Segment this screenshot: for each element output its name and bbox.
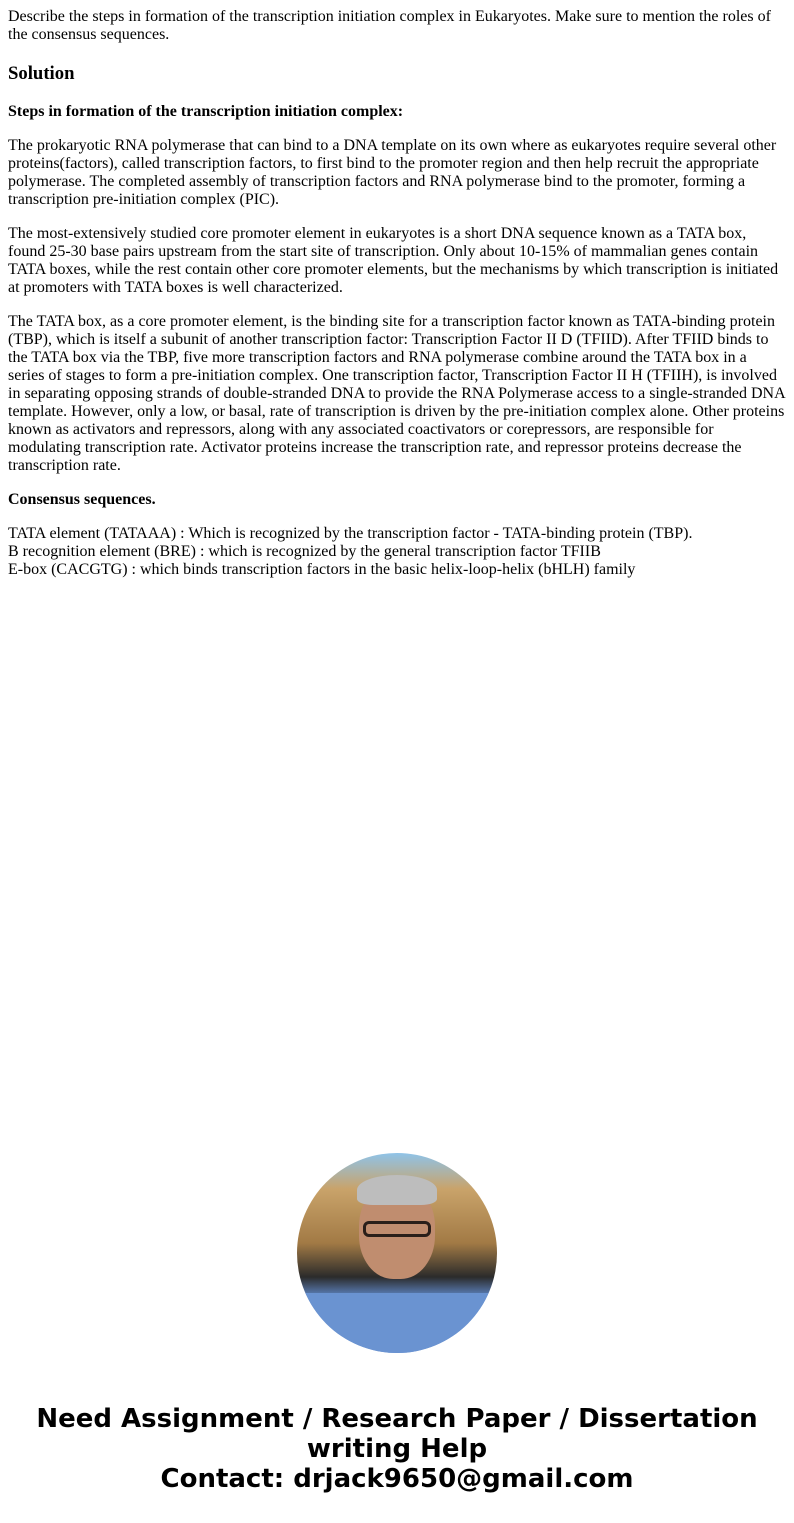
consensus-list [8,525,786,579]
contact-banner [0,1404,794,1494]
author-avatar [297,1153,497,1353]
banner-contact: Contact: drjack9650@gmail.com [160,1464,634,1494]
avatar-shirt [297,1293,497,1353]
consensus-line: TATA element (TATAAA) : Which is recognized by the transcription factor - TATA-binding protein (TBP). [8,525,693,542]
consensus-heading: Consensus sequences. [8,491,156,508]
paragraph: The prokaryotic RNA polymerase that can bind to a DNA template on its own where as eukaryotes require several other proteins(factors), called transcription factors, to first bind to the promoter region and then help recruit the appropriate polymerase. The completed assembly of transcription factors and RNA polymerase bind to the promoter, forming a transcription pre-initiation complex (PIC). [8,137,777,208]
avatar-hair [357,1175,437,1205]
paragraph: The most-extensively studied core promoter element in eukaryotes is a short DNA sequence known as a TATA box, found 25-30 base pairs upstream from the start site of transcription. Only about 10-15% of mammalian genes contain TATA boxes, while the rest contain other core promoter elements, but the mechanisms by which transcription is initiated at promoters with TATA boxes is well characterized. [8,225,779,296]
document-body [0,0,794,579]
steps-heading: Steps in formation of the transcription initiation complex: [8,103,404,120]
paragraph: The TATA box, as a core promoter element, is the binding site for a transcription factor known as TATA-binding protein (TBP), which is itself a subunit of another transcription factor: Transcription Factor II D (TFIID). After TFIID binds to the TATA box via the TBP, five more transcription factors and RNA polymerase combine around the TATA box in a series of stages to form a pre-initiation complex. One transcription factor, Transcription Factor II H (TFIIH), is involved in separating opposing strands of double-stranded DNA to provide the RNA Polymerase access to a single-stranded DNA template. However, only a low, or basal, rate of transcription is driven by the pre-initiation complex alone. Other proteins known as activators and repressors, along with any associated coactivators or corepressors, are responsible for modulating transcription rate. Activator proteins increase the transcription rate, and repressor proteins decrease the transcription rate. [8,313,785,474]
solution-heading: Solution [8,63,75,84]
banner-headline: Need Assignment / Research Paper / Dissertation writing Help [36,1404,758,1464]
consensus-line: B recognition element (BRE) : which is recognized by the general transcription factor TFIIB [8,543,601,560]
consensus-line: E-box (CACGTG) : which binds transcription factors in the basic helix-loop-helix (bHLH) family [8,561,636,578]
avatar-glasses [363,1221,431,1237]
question-text: Describe the steps in formation of the transcription initiation complex in Eukaryotes. Make sure to mention the roles of the consensus sequences. [8,8,771,43]
